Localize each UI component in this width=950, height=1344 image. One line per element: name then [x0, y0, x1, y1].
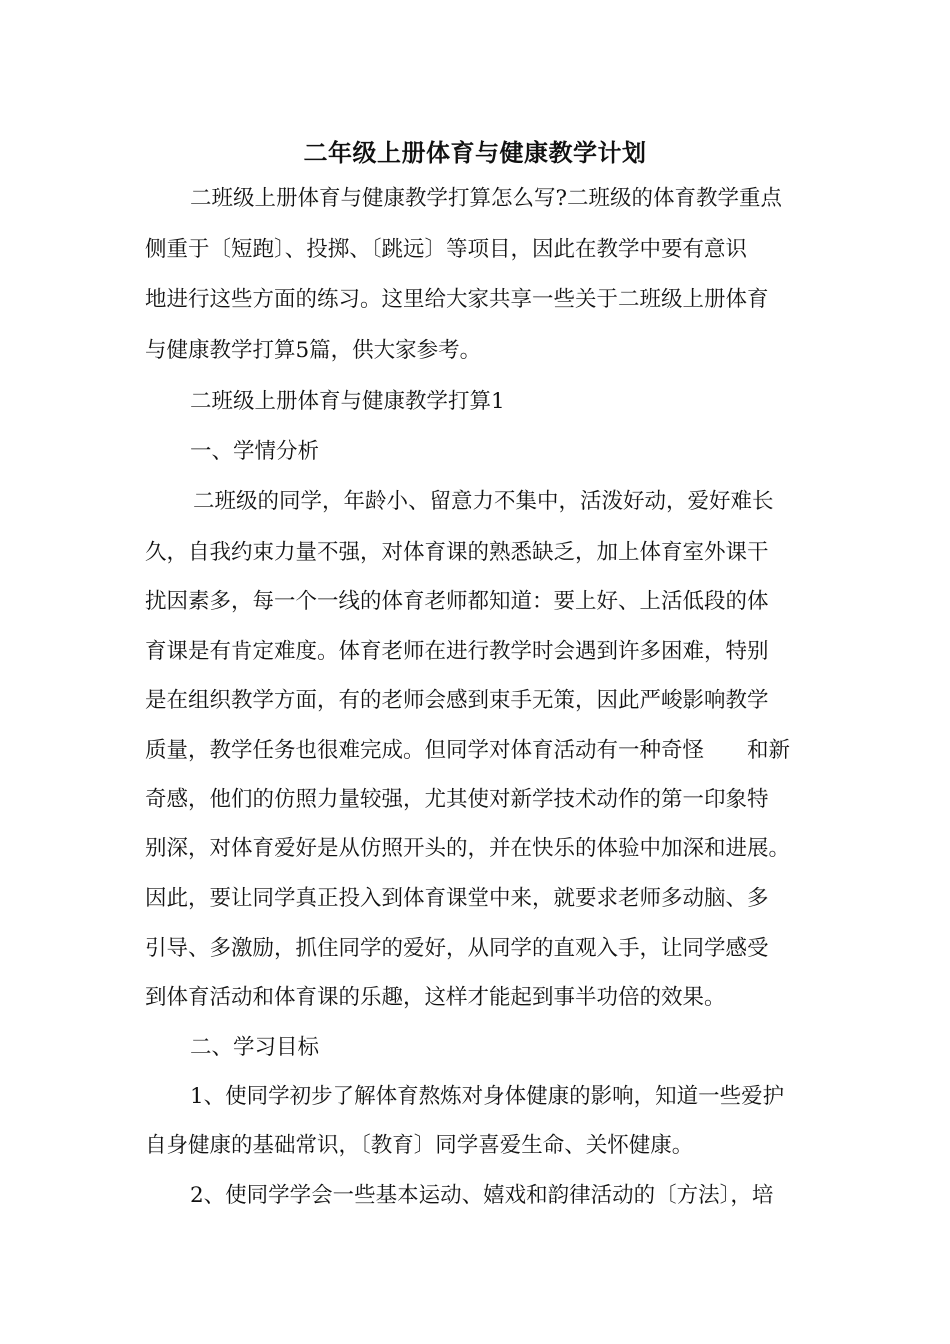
paragraph-line: 地进行这些方面的练习。这里给大家共享一些关于二班级上册体育	[145, 287, 769, 312]
section-heading: 一、学情分析	[190, 439, 320, 464]
paragraph-line: 引导、多激励，抓住同学的爱好，从同学的直观入手，让同学感受	[145, 936, 769, 961]
paragraph-line: 二班级上册体育与健康教学打算怎么写?二班级的体育教学重点	[190, 186, 783, 211]
paragraph-line: 自身健康的基础常识，〔教育〕同学喜爱生命、关怀健康。	[145, 1133, 694, 1158]
paragraph-line: 与健康教学打算5篇，供大家参考。	[145, 338, 482, 363]
document-title: 二年级上册体育与健康教学计划	[303, 138, 647, 167]
paragraph-line: 二班级的同学，年龄小、留意力不集中，活泼好动，爱好难长	[193, 489, 774, 514]
paragraph-line: 是在组织教学方面，有的老师会感到束手无策，因此严峻影响教学	[145, 688, 769, 713]
paragraph-line: 别深，对体育爱好是从仿照开头的，并在快乐的体验中加深和进展。	[145, 836, 791, 861]
section-heading: 二、学习目标	[190, 1035, 320, 1060]
section-heading: 二班级上册体育与健康教学打算1	[190, 389, 505, 414]
paragraph-line: 奇感，他们的仿照力量较强，尤其使对新学技术动作的第一印象特	[145, 787, 769, 812]
paragraph-line: 侧重于〔短跑〕、投掷、〔跳远〕等项目，因此在教学中要有意识	[145, 237, 748, 262]
paragraph-line: 1、使同学初步了解体育熬炼对身体健康的影响，知道一些爱护	[190, 1084, 785, 1109]
paragraph-line: 育课是有肯定难度。体育老师在进行教学时会遇到许多困难，特别	[145, 639, 769, 664]
paragraph-line: 质量，教学任务也很难完成。但同学对体育活动有一种奇怪 和新	[145, 738, 791, 763]
paragraph-line: 到体育活动和体育课的乐趣，这样才能起到事半功倍的效果。	[145, 985, 726, 1010]
paragraph-line: 因此，要让同学真正投入到体育课堂中来，就要求老师多动脑、多	[145, 886, 769, 911]
paragraph-line: 2、使同学学会一些基本运动、嬉戏和韵律活动的〔方法〕，培	[190, 1183, 774, 1208]
paragraph-line: 扰因素多，每一个一线的体育老师都知道：要上好、上活低段的体	[145, 589, 769, 614]
paragraph-line: 久，自我约束力量不强，对体育课的熟悉缺乏，加上体育室外课干	[145, 540, 769, 565]
